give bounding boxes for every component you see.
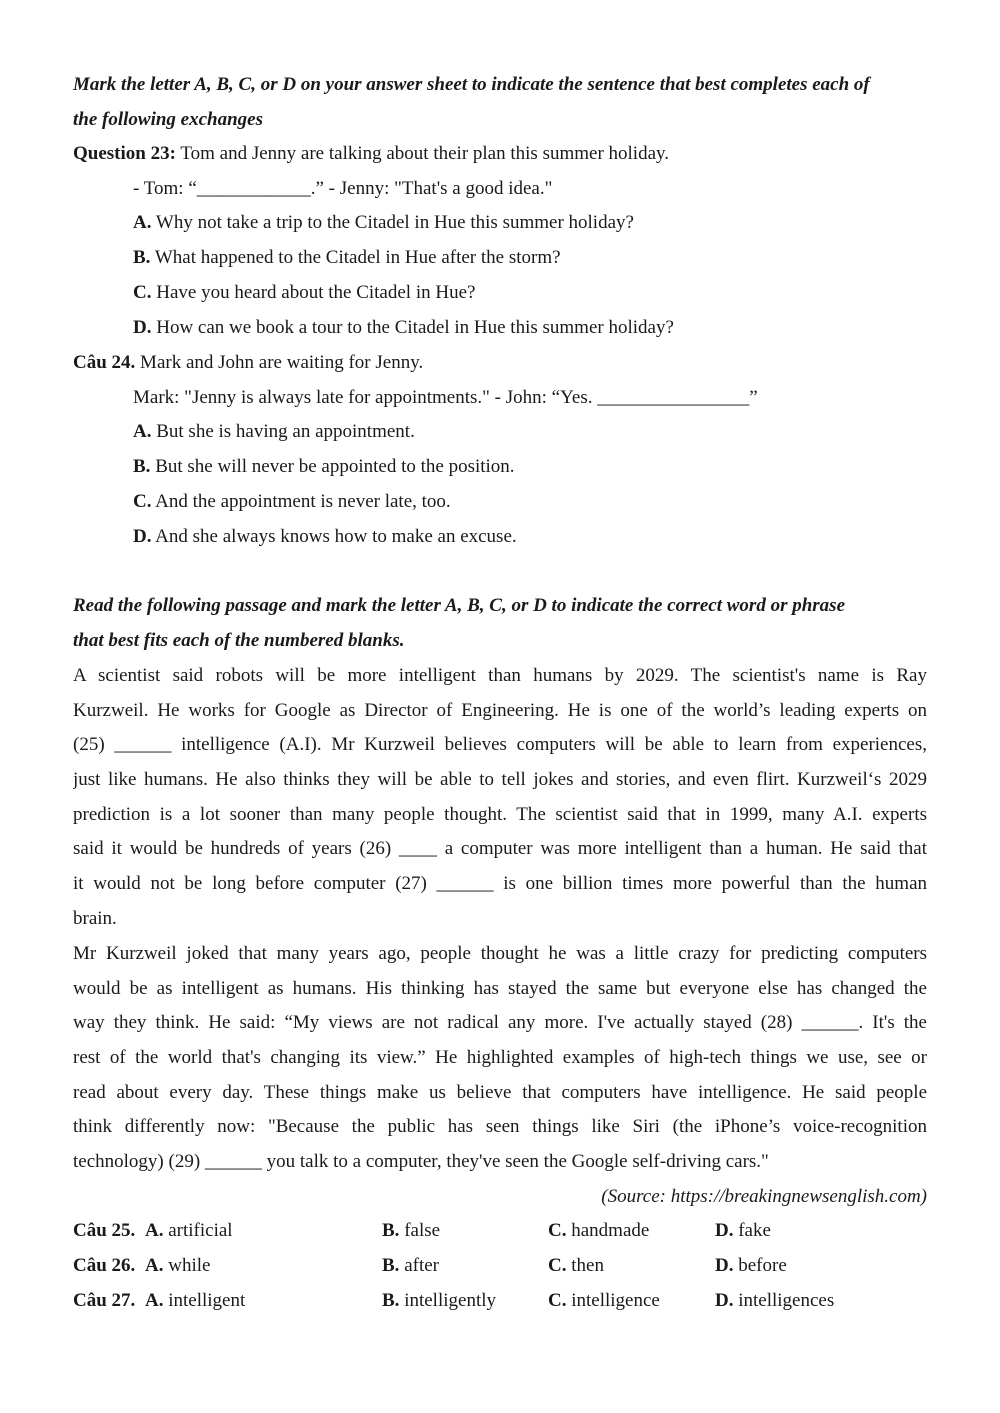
answer-27-label: Câu 27.: [73, 1290, 136, 1311]
question-label: Câu 24.: [73, 352, 136, 373]
answer-26-option-b[interactable]: [382, 1248, 439, 1283]
answer-27-option-b[interactable]: [382, 1283, 496, 1318]
option-letter: C.: [133, 491, 152, 512]
answer-26-option-d[interactable]: [715, 1248, 787, 1283]
option-text: And she always knows how to make an excuse.: [151, 526, 517, 547]
passage-line: it would not be long before computer (27) ______ is one billion times more powerful than the human: [73, 873, 927, 894]
option-letter: B.: [382, 1220, 400, 1241]
option-text: But she is having an appointment.: [151, 421, 415, 442]
option-text: artificial: [163, 1220, 233, 1241]
passage-line: said it would be hundreds of years (26) ____ a computer was more intelligent than a human. He said that: [73, 838, 927, 859]
option-letter: B.: [382, 1290, 400, 1311]
option-text: intelligently: [399, 1290, 497, 1311]
answer-27-option-a[interactable]: [145, 1283, 245, 1318]
option-text: intelligence: [566, 1290, 660, 1311]
option-letter: B.: [382, 1255, 400, 1276]
question-23-option-a[interactable]: [133, 205, 927, 240]
option-text: How can we book a tour to the Citadel in Hue this summer holiday?: [151, 317, 674, 338]
option-letter: D.: [715, 1255, 734, 1276]
passage-line: think differently now: "Because the public has seen things like Siri (the iPhone’s voice-recognition: [73, 1116, 927, 1137]
question-23-option-d[interactable]: [133, 310, 927, 345]
question-24-option-a[interactable]: [133, 414, 927, 449]
answer-25-option-a[interactable]: [145, 1213, 233, 1248]
option-text: after: [399, 1255, 439, 1276]
option-text: intelligences: [733, 1290, 835, 1311]
passage-line: rest of the world that's changing its view.” He highlighted examples of high-tech things we use, see or: [73, 1047, 927, 1068]
section-1-instruction-line-2: the following exchanges: [73, 109, 264, 130]
option-letter: D.: [133, 317, 152, 338]
passage-line: technology) (29) ______ you talk to a computer, they've seen the Google self-driving cars.": [73, 1151, 769, 1172]
option-letter: A.: [145, 1290, 164, 1311]
option-letter: D.: [715, 1220, 734, 1241]
question-24-option-b[interactable]: [133, 449, 927, 484]
passage-line: Mr Kurzweil joked that many years ago, people thought he was a little crazy for predicting computers: [73, 943, 927, 964]
option-letter: B.: [133, 456, 151, 477]
passage-line: prediction is a lot sooner than many people thought. The scientist said that in 1999, many A.I. experts: [73, 804, 927, 825]
section-1-instruction-line-1: Mark the letter A, B, C, or D on your answer sheet to indicate the sentence that best completes each of: [73, 74, 870, 95]
question-24-option-c[interactable]: [133, 484, 927, 519]
option-text: But she will never be appointed to the position.: [150, 456, 515, 477]
passage-line: brain.: [73, 908, 117, 929]
option-letter: B.: [133, 247, 151, 268]
question-text: Tom and Jenny are talking about their plan this summer holiday.: [175, 143, 670, 164]
section-2-instruction-line-2: that best fits each of the numbered blanks.: [73, 630, 405, 651]
option-text: Have you heard about the Citadel in Hue?: [151, 282, 476, 303]
question-label: Question 23:: [73, 143, 176, 164]
option-text: before: [733, 1255, 787, 1276]
passage-line: A scientist said robots will be more intelligent than humans by 2029. The scientist's name is Ray: [73, 665, 927, 686]
passage-line: would be as intelligent as humans. His thinking has stayed the same but everyone else has changed the: [73, 978, 927, 999]
passage-line: read about every day. These things make us believe that computers have intelligence. He said people: [73, 1082, 927, 1103]
question-24-prompt: [73, 345, 927, 380]
option-text: What happened to the Citadel in Hue after the storm?: [150, 247, 561, 268]
answer-26-option-a[interactable]: [145, 1248, 210, 1283]
option-letter: C.: [548, 1255, 567, 1276]
question-23-dialogue: - Tom: “____________.” - Jenny: "That's a good idea.": [133, 178, 553, 199]
answer-26-option-c[interactable]: [548, 1248, 604, 1283]
option-text: intelligent: [163, 1290, 246, 1311]
option-letter: A.: [133, 421, 152, 442]
option-text: fake: [733, 1220, 771, 1241]
option-text: then: [566, 1255, 604, 1276]
answer-26-label: Câu 26.: [73, 1255, 136, 1276]
question-text: Mark and John are waiting for Jenny.: [135, 352, 424, 373]
option-text: handmade: [566, 1220, 650, 1241]
question-24-dialogue: Mark: "Jenny is always late for appointments." - John: “Yes. ________________”: [133, 387, 758, 408]
option-text: And the appointment is never late, too.: [151, 491, 451, 512]
option-letter: C.: [133, 282, 152, 303]
question-23-prompt: [73, 136, 927, 171]
option-text: while: [163, 1255, 211, 1276]
option-letter: D.: [715, 1290, 734, 1311]
option-letter: A.: [145, 1220, 164, 1241]
answer-25-option-d[interactable]: [715, 1213, 771, 1248]
option-letter: C.: [548, 1290, 567, 1311]
answer-27-option-d[interactable]: [715, 1283, 834, 1318]
passage-line: way they think. He said: “My views are not radical any more. I've actually stayed (28) ______. It's the: [73, 1012, 927, 1033]
answer-25-label: Câu 25.: [73, 1220, 136, 1241]
answer-27-option-c[interactable]: [548, 1283, 660, 1318]
question-23-option-c[interactable]: [133, 275, 927, 310]
passage-source: (Source: https://breakingnewsenglish.com): [601, 1186, 927, 1207]
answer-25-option-c[interactable]: [548, 1213, 649, 1248]
option-letter: A.: [145, 1255, 164, 1276]
passage-line: just like humans. He also thinks they will be able to tell jokes and stories, and even flirt. Kurzweil‘s 2029: [73, 769, 927, 790]
section-2-instruction-line-1: Read the following passage and mark the letter A, B, C, or D to indicate the correct word or phrase: [73, 595, 845, 616]
option-letter: D.: [133, 526, 152, 547]
answer-25-option-b[interactable]: [382, 1213, 440, 1248]
option-letter: A.: [133, 212, 152, 233]
question-23-option-b[interactable]: [133, 240, 927, 275]
option-text: false: [399, 1220, 441, 1241]
option-text: Why not take a trip to the Citadel in Hue this summer holiday?: [151, 212, 634, 233]
option-letter: C.: [548, 1220, 567, 1241]
passage-line: (25) ______ intelligence (A.I). Mr Kurzweil believes computers will be able to learn from experiences,: [73, 734, 927, 755]
passage-line: Kurzweil. He works for Google as Director of Engineering. He is one of the world’s leading experts on: [73, 700, 927, 721]
question-24-option-d[interactable]: [133, 519, 927, 554]
